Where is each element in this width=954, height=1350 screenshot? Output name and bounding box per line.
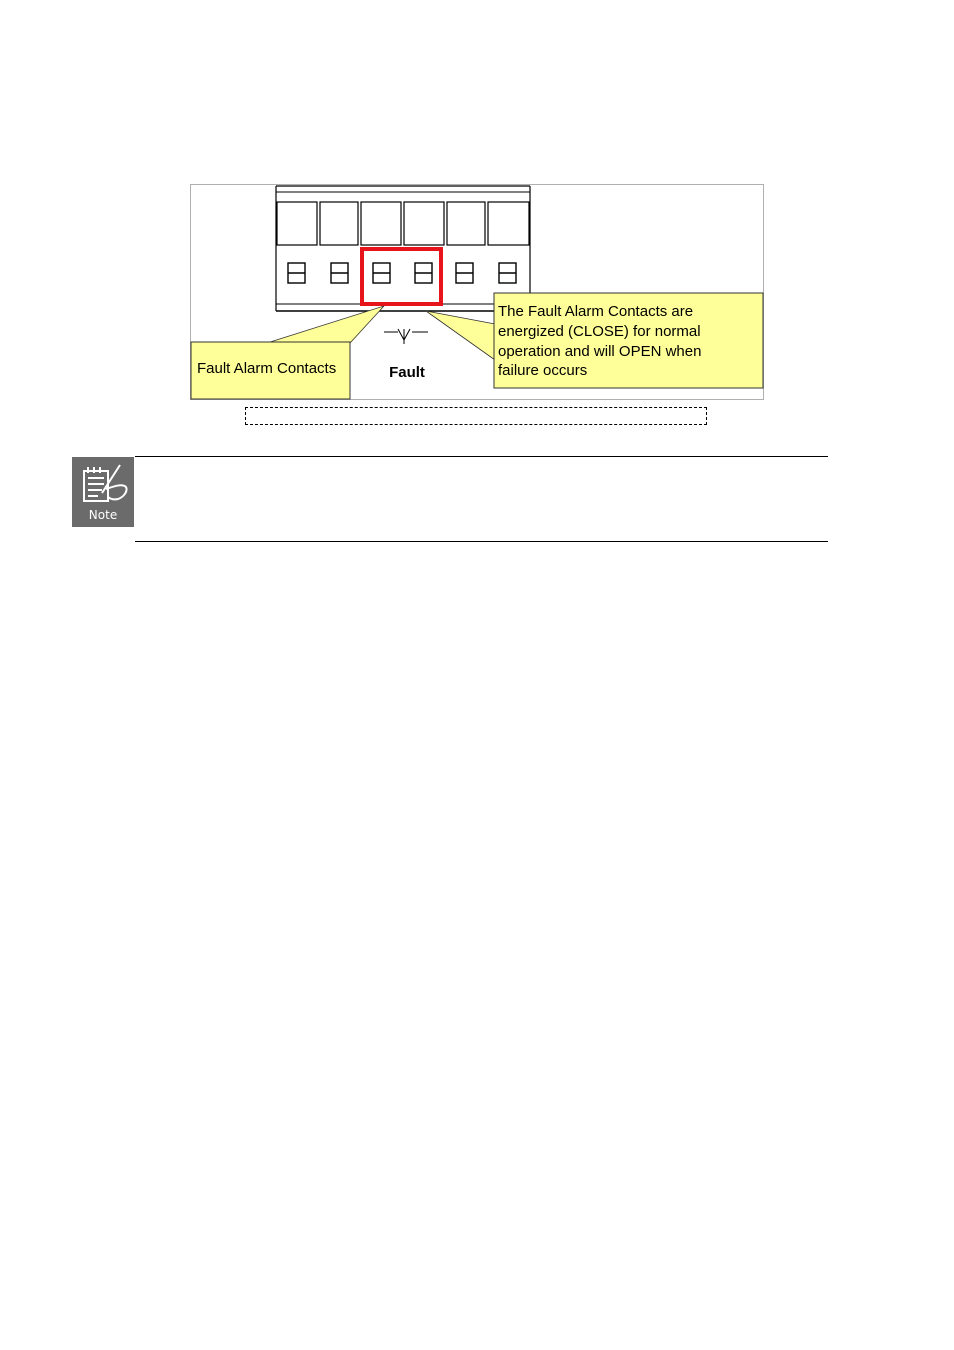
fault-terminal-label: Fault: [389, 364, 425, 381]
note-top-rule: [135, 456, 828, 457]
terminal-screw: [499, 263, 516, 283]
terminal-top-cell: [361, 202, 401, 245]
terminal-screw: [288, 263, 305, 283]
terminal-screw: [456, 263, 473, 283]
terminal-screw: [415, 263, 432, 283]
note-pencil-icon: [72, 457, 134, 527]
fault-alarm-diagram: [190, 184, 764, 400]
terminal-top-cell: [488, 202, 529, 245]
callout-right-line: failure occurs: [498, 362, 588, 379]
note-icon-label: Note: [88, 508, 118, 522]
callout-right-line: operation and will OPEN when: [498, 343, 702, 360]
terminal-top-cell: [320, 202, 358, 245]
terminal-top-cell: [404, 202, 444, 245]
terminal-screw: [331, 263, 348, 283]
terminal-top-cell: [447, 202, 485, 245]
callout-right-line: The Fault Alarm Contacts are: [498, 303, 694, 320]
callout-right-line: energized (CLOSE) for normal: [498, 323, 701, 340]
terminal-screw: [373, 263, 390, 283]
terminal-top-cell: [277, 202, 317, 245]
note-bottom-rule: [135, 541, 828, 542]
figure-caption: [245, 407, 707, 425]
note-text: [150, 466, 820, 530]
callout-left-text: Fault Alarm Contacts: [197, 360, 337, 377]
